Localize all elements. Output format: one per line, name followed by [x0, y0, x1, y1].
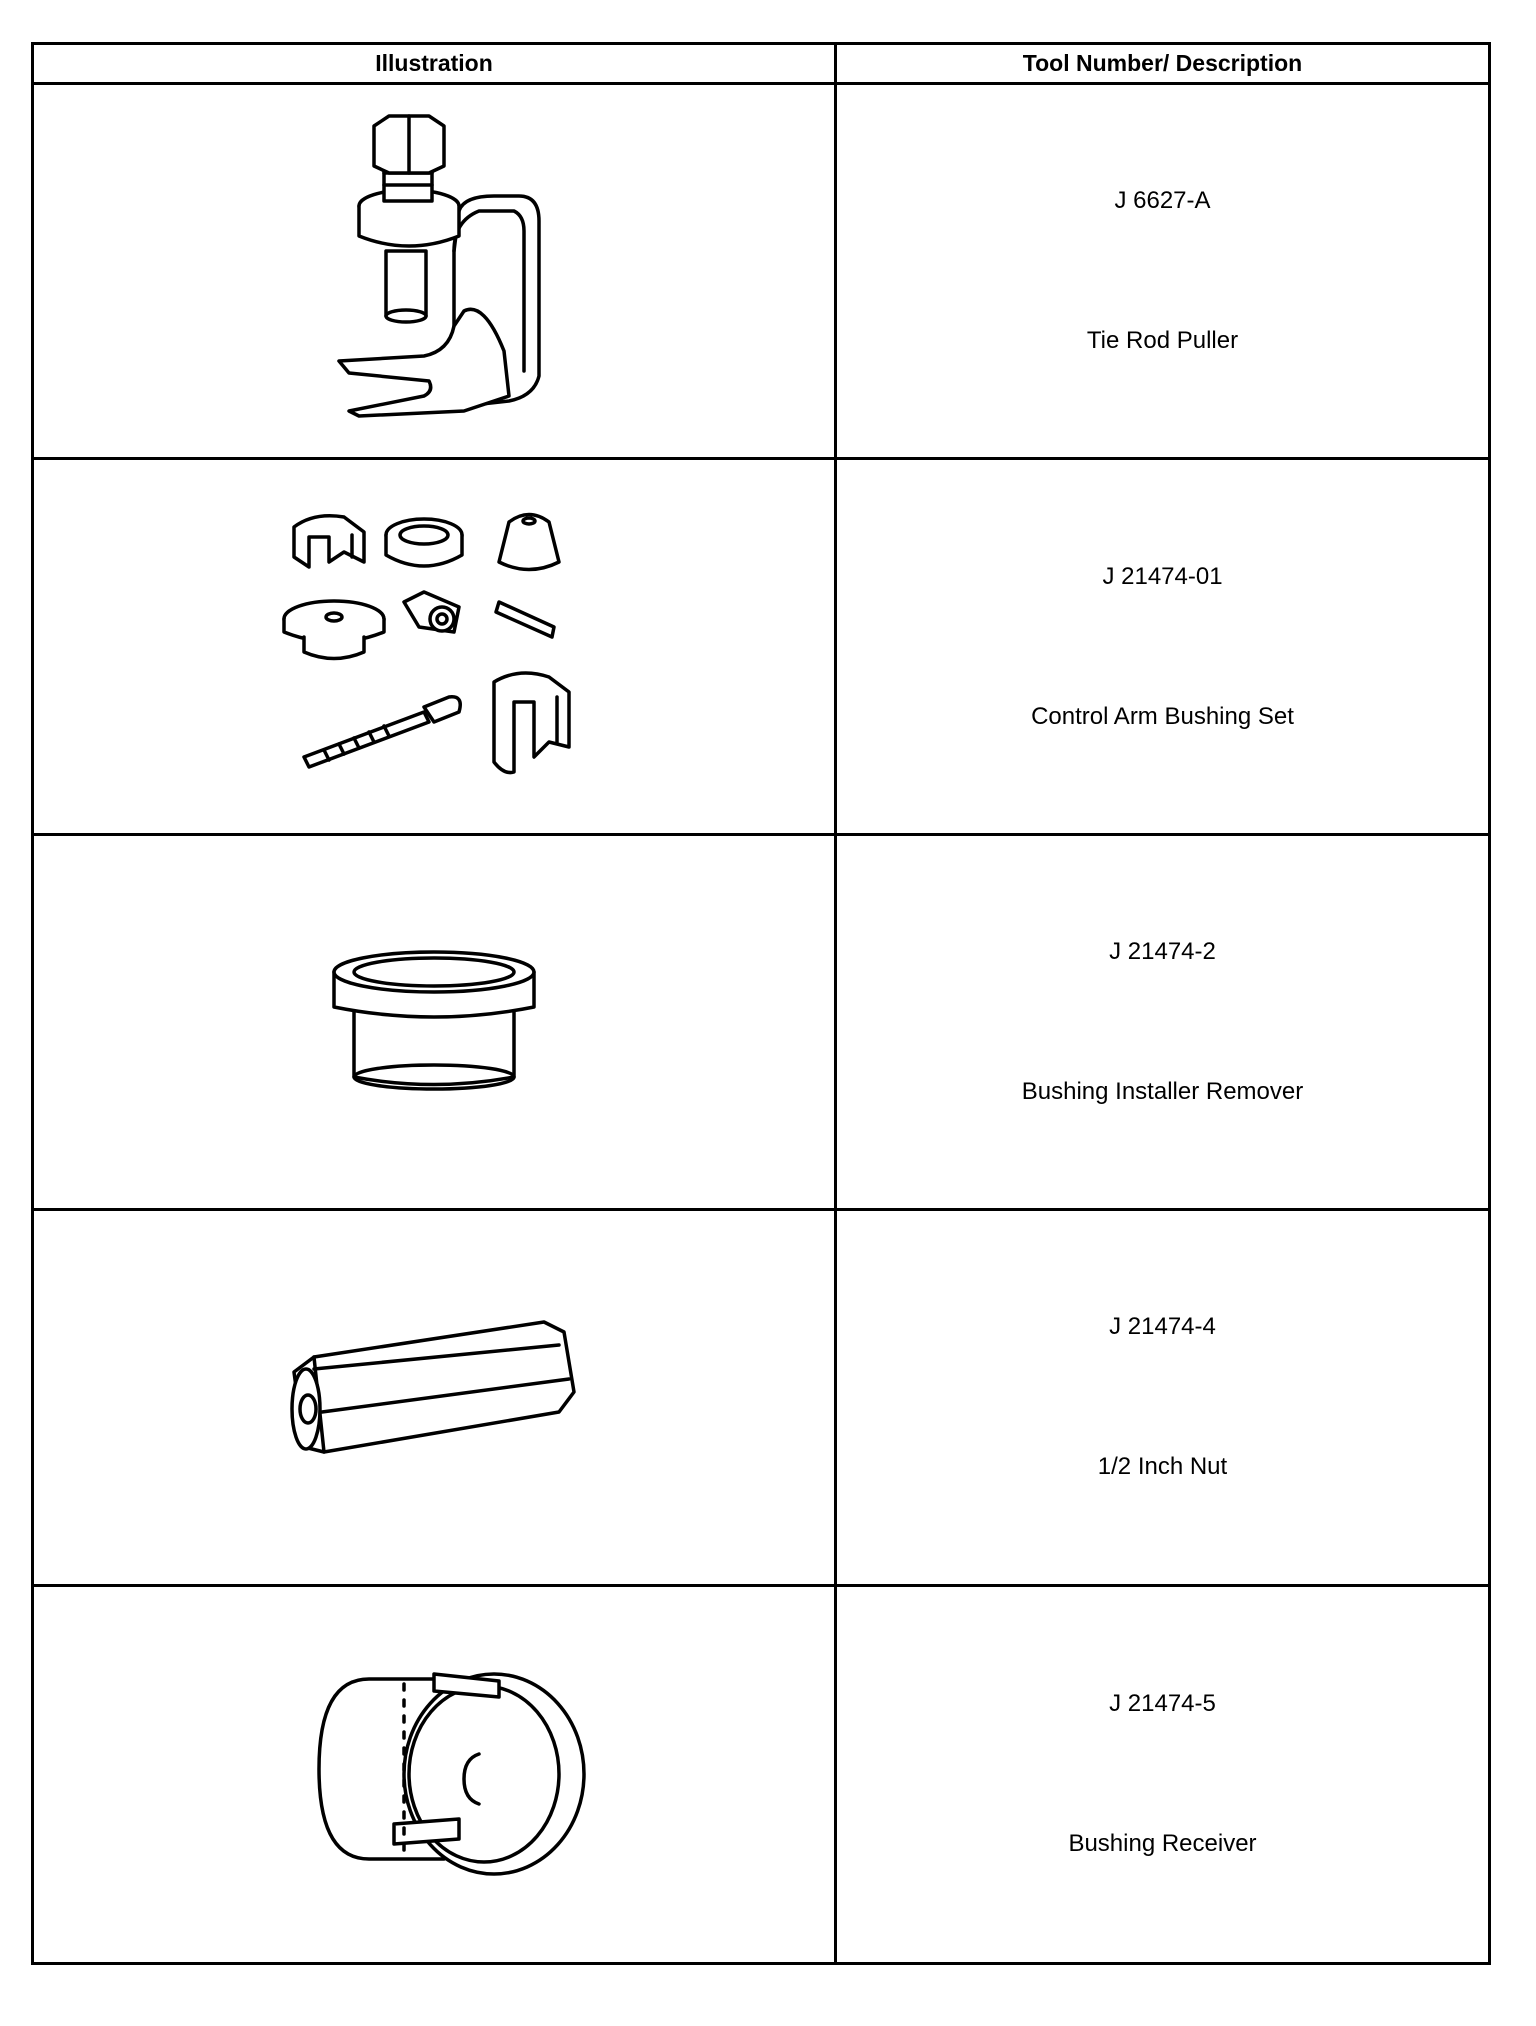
tool-number: J 6627-A — [1114, 187, 1211, 215]
tool-info-cell — [837, 460, 1488, 835]
tool-info-cell — [837, 1587, 1488, 1962]
illustration-cell — [34, 1587, 837, 1962]
tool-number: J 21474-5 — [1109, 1690, 1216, 1718]
tool-description: 1/2 Inch Nut — [1097, 1453, 1228, 1481]
bushing-installer-remover-icon — [324, 942, 544, 1102]
special-tools-table — [31, 42, 1491, 1965]
header-tool-number-description: Tool Number/ Description — [837, 45, 1488, 85]
tool-number: J 21474-2 — [1109, 937, 1216, 965]
bushing-receiver-icon — [274, 1659, 594, 1889]
tool-description: Tie Rod Puller — [1086, 327, 1239, 355]
illustration-cell — [34, 836, 837, 1211]
tool-description: Control Arm Bushing Set — [1031, 702, 1294, 730]
half-inch-nut-icon — [264, 1317, 604, 1477]
tool-info-cell — [837, 1211, 1488, 1586]
illustration-cell — [34, 460, 837, 835]
tool-description: Bushing Installer Remover — [1021, 1077, 1304, 1105]
tie-rod-puller-icon — [304, 111, 564, 431]
illustration-cell — [34, 85, 837, 460]
control-arm-bushing-set-icon — [274, 507, 594, 787]
tool-number: J 21474-4 — [1109, 1313, 1216, 1341]
illustration-cell — [34, 1211, 837, 1586]
tool-info-cell — [837, 85, 1488, 460]
header-illustration: Illustration — [34, 45, 837, 85]
tool-number: J 21474-01 — [1102, 562, 1223, 590]
tool-description: Bushing Receiver — [1068, 1830, 1257, 1858]
tool-info-cell — [837, 836, 1488, 1211]
